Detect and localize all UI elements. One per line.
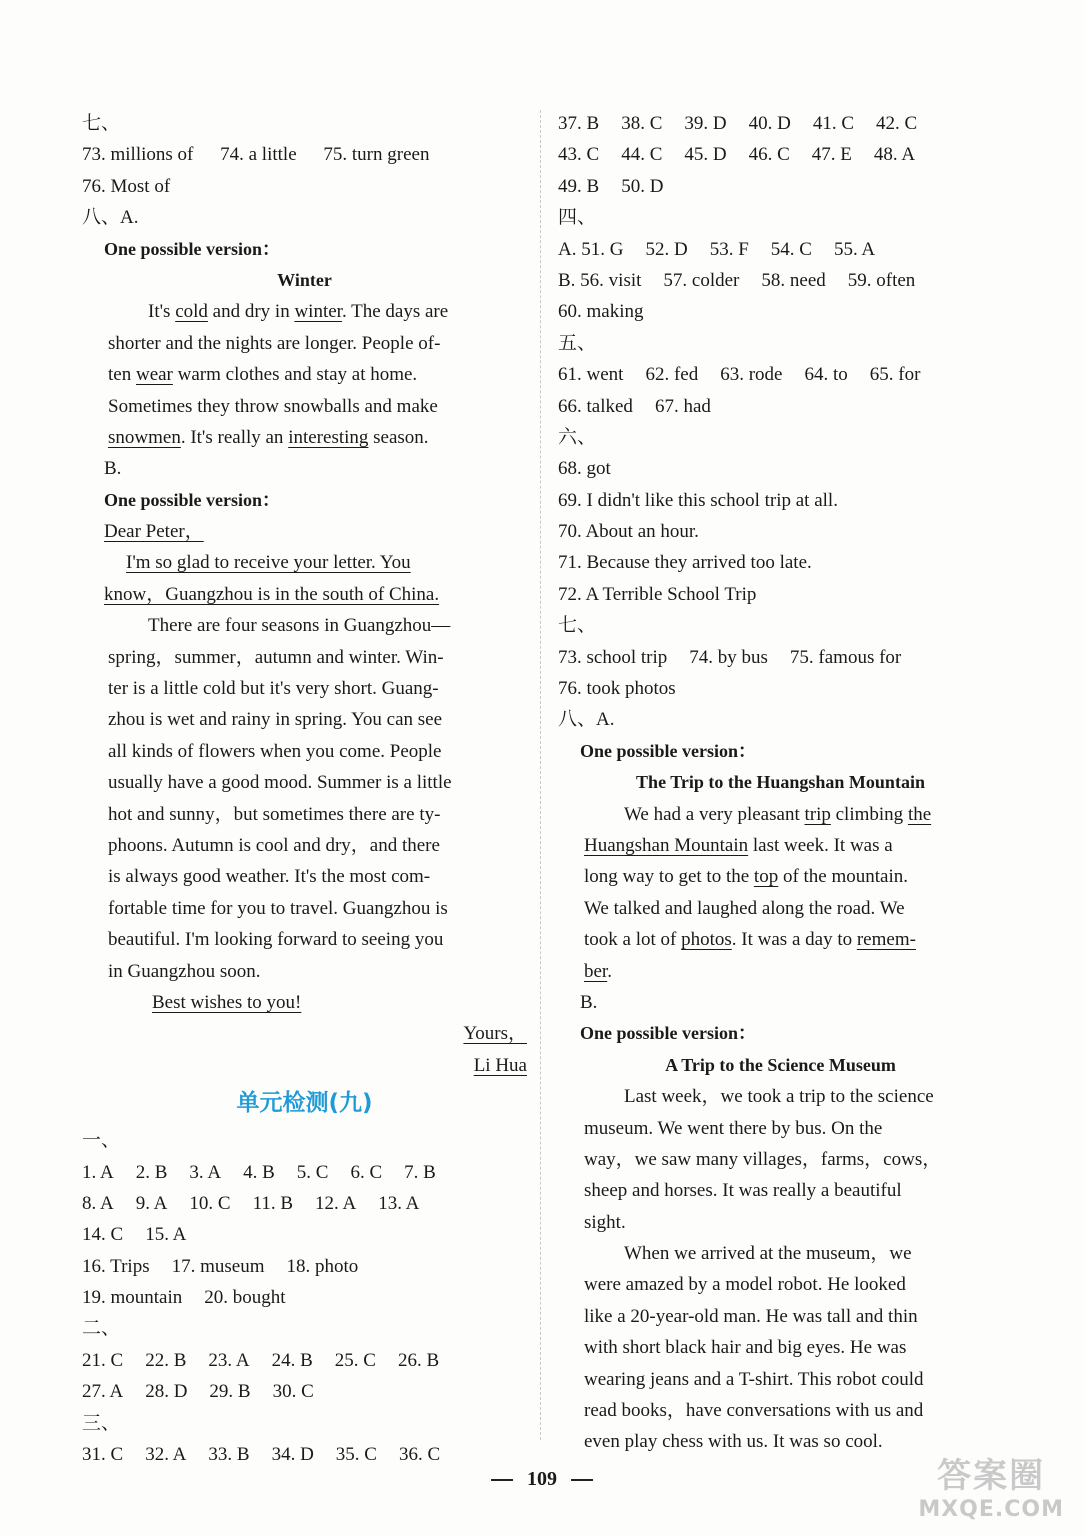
column-divider [540,110,541,1440]
answer-row: 66. talked 67. had [558,395,711,417]
essay-line: even play chess with us. It was so cool. [584,1431,883,1453]
essay-line: sight. [584,1211,626,1233]
section-1-heading: 一、 [82,1130,121,1152]
watermark-logo-text: 答案圈 [937,1456,1046,1496]
museum-paragraph-1 [558,1081,1003,1238]
letter-line: beautiful. I'm looking forward to seeing you [108,929,444,951]
answer-row: 37. B 38. C 39. D 40. D 41. C 42. C [558,113,918,134]
answer-row: 69. I didn't like this school trip at all. [558,489,838,511]
letter-line: spring，summer，autumn and winter. Win- [108,646,444,668]
right-column [558,108,1003,1458]
essay-line: ber. [584,960,612,982]
essay-line: wearing jeans and a T-shirt. This robot could [584,1368,924,1390]
answer-row: B. 56. visit 57. colder 58. need 59. often [558,269,916,291]
essay-line: like a 20-year-old man. He was tall and thin [584,1305,918,1327]
essay-line: Last week，we took a trip to the science [624,1086,934,1108]
essay-title: The Trip to the Huangshan Mountain [636,772,925,793]
letter-line: phoons. Autumn is cool and dry，and there [108,834,440,856]
essay-line: read books，have conversations with us and [584,1400,924,1422]
answer-row: 31. C 32. A 33. B 34. D 35. C 36. C [82,1444,441,1466]
answer-row: 71. Because they arrived too late. [558,552,812,574]
essay-line: took a lot of photos. It was a day to remem- [584,929,916,951]
footer-dash [491,1479,513,1481]
answer-row: 76. Most of [82,175,171,197]
footer-dash [571,1479,593,1481]
answer-row: 43. C 44. C 45. D 46. C 47. E 48. A [558,144,916,166]
letter-line: in Guangzhou soon. [108,960,261,982]
letter-line: I'm so glad to receive your letter. You [126,552,411,574]
section-2-heading: 二、 [82,1318,121,1340]
essay-line: museum. We went there by bus. On the [584,1117,883,1139]
section-3-heading: 三、 [82,1412,121,1434]
part-b-label: B. [580,991,598,1013]
unit-test-title: 单元检测(九) [236,1090,373,1117]
museum-paragraph-2 [558,1238,1003,1458]
section-4-heading: 四、 [558,207,597,229]
answer-row: 70. About an hour. [558,521,699,543]
essay-title: Winter [277,269,332,290]
answer-row: 21. C 22. B 23. A 24. B 25. C 26. B [82,1349,440,1371]
essay-title: A Trip to the Science Museum [665,1054,896,1075]
answer-row: 19. mountain 20. bought [82,1287,286,1309]
answer-row: 27. A 28. D 29. B 30. C [82,1381,314,1403]
answer-row: A. 51. G 52. D 53. F 54. C 55. A [558,238,876,260]
essay-line: We talked and laughed along the road. We [584,897,905,919]
answer-row: 14. C 15. A [82,1224,187,1246]
part-b-label: B. [104,458,122,480]
answer-row: 68. got [558,458,611,480]
answer-row: 1. A 2. B 3. A 4. B 5. C 6. C 7. B [82,1161,436,1183]
essay-line: We had a very pleasant trip climbing the [624,803,932,825]
essay-line: When we arrived at the museum，we [624,1243,912,1265]
letter-line: ter is a little cold but it's very short. Guang- [108,678,439,700]
letter-greeting: Dear Peter， [104,521,204,543]
letter-line: is always good weather. It's the most com- [108,866,431,888]
essay-line: ten wear warm clothes and stay at home. [108,364,418,386]
essay-line: snowmen. It's really an interesting season. [108,426,429,448]
site-watermark [918,1448,1064,1522]
section-6-heading: 六、 [558,426,597,448]
page-number: 109 [527,1468,557,1490]
letter-line: usually have a good mood. Summer is a little [108,772,452,794]
left-column [82,108,527,1470]
letter-line: fortable time for you to travel. Guangzhou is [108,897,448,919]
essay-line: shorter and the nights are longer. People of- [108,332,441,354]
letter-signature: Li Hua [473,1054,527,1076]
answer-row: 73. school trip 74. by bus 75. famous for [558,646,902,668]
essay-line: Sometimes they throw snowballs and make [108,395,438,417]
letter-line: know，Guangzhou is in the south of China. [104,583,440,605]
essay-line: sheep and horses. It was really a beautiful [584,1180,902,1202]
huangshan-essay [558,799,1003,987]
answer-row: 49. B 50. D [558,175,664,197]
essay-line: Huangshan Mountain last week. It was a [584,834,893,856]
winter-essay [82,296,527,453]
letter-body [82,610,527,987]
possible-version-label: One possible version： [104,489,281,510]
answer-row: 16. Trips 17. museum 18. photo [82,1255,359,1277]
section-8-heading: 八、A. [82,207,139,229]
answer-row: 72. A Terrible School Trip [558,583,757,605]
answer-row: 60. making [558,301,644,323]
possible-version-label: One possible version： [580,1023,757,1044]
essay-line: It's cold and dry in winter. The days are [148,301,449,323]
possible-version-label: One possible version： [580,740,757,761]
section-7-heading: 七、 [82,113,121,134]
answer-row: 61. went 62. fed 63. rode 64. to 65. for [558,364,921,386]
letter-line: There are four seasons in Guangzhou— [148,615,451,637]
watermark-url: MXQE.COM [918,1497,1064,1522]
letter-line: zhou is wet and rainy in spring. You can see [108,709,443,731]
letter-line: hot and sunny，but sometimes there are ty- [108,803,441,825]
answer-row: 8. A 9. A 10. C 11. B 12. A 13. A [82,1192,420,1214]
possible-version-label: One possible version： [104,238,281,259]
section-8-heading: 八、A. [558,709,615,731]
section-5-heading: 五、 [558,332,597,354]
answer-row: 76. took photos [558,678,676,700]
essay-line: way，we saw many villages，farms，cows， [584,1148,942,1170]
letter-line: all kinds of flowers when you come. People [108,740,442,762]
essay-line: long way to get to the top of the mountain. [584,866,909,888]
letter-yours: Yours， [463,1023,527,1045]
section-7-heading: 七、 [558,615,597,637]
answer-row: 73. millions of 74. a little 75. turn green [82,144,430,166]
essay-line: with short black hair and big eyes. He was [584,1337,907,1359]
essay-line: were amazed by a model robot. He looked [584,1274,906,1296]
letter-closing: Best wishes to you! [152,991,302,1013]
